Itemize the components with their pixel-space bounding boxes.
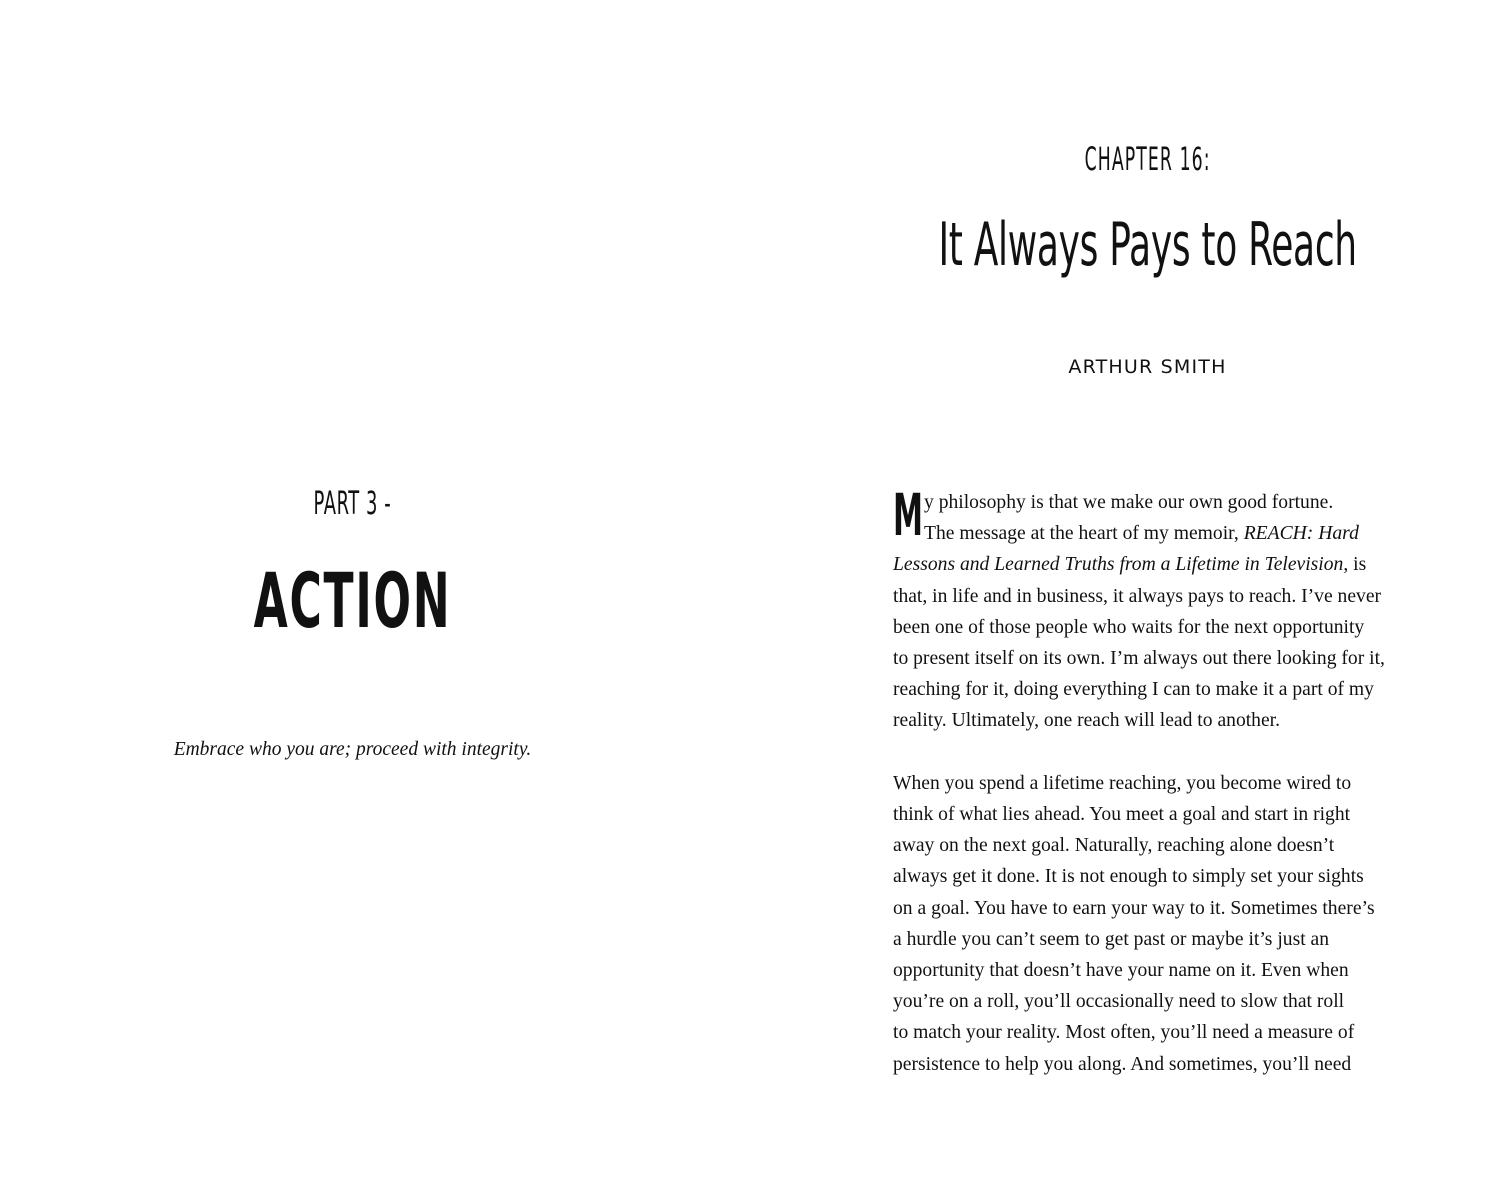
text-line: on a goal. You have to earn your way to it. Sometimes there’s <box>893 897 1375 919</box>
text-line: that, in life and in business, it always pays to reach. I’ve never <box>893 585 1382 607</box>
text-line: think of what lies ahead. You meet a goal and start in right <box>893 804 1351 826</box>
text-line: reality. Ultimately, one reach will lead to another. <box>893 710 1281 732</box>
book-title-italic: Lessons and Learned Truths from a Lifetime in Television <box>893 554 1344 576</box>
text-line: to match your reality. Most often, you’ll need a measure of <box>893 1022 1355 1044</box>
text-line: away on the next goal. Naturally, reaching alone doesn’t <box>893 835 1335 857</box>
text-line: always get it done. It is not enough to simply set your sights <box>893 866 1364 888</box>
text-line: you’re on a roll, you’ll occasionally need to slow that roll <box>893 991 1345 1013</box>
text-line: to present itself on its own. I’m always out there looking for it, <box>893 648 1385 670</box>
book-title-italic: REACH: Hard <box>1243 523 1359 545</box>
chapter-author: ARTHUR SMITH <box>1068 356 1227 378</box>
part-title-text: ACTION <box>253 556 452 645</box>
part-epigraph: Embrace who you are; proceed with integrity. <box>173 739 532 760</box>
chapter-label <box>750 140 1500 178</box>
part-label <box>0 484 705 522</box>
chapter-title-text: It Always Pays to Reach <box>938 210 1357 280</box>
chapter-label-text: CHAPTER 16: <box>1084 140 1211 178</box>
paragraph-1 <box>893 481 1413 737</box>
text-run: , is <box>1343 554 1367 576</box>
text-line <box>893 518 1413 549</box>
right-page <box>750 0 1500 1200</box>
text-line: When you spend a lifetime reaching, you become wired to <box>893 772 1352 794</box>
text-line: opportunity that doesn’t have your name on it. Even when <box>893 960 1349 982</box>
text-line: been one of those people who waits for the next opportunity <box>893 616 1365 638</box>
chapter-body <box>893 481 1413 1080</box>
text-line <box>893 549 1413 580</box>
text-run: The message at the heart of my memoir, <box>924 523 1244 545</box>
part-label-text: PART 3 - <box>313 484 392 522</box>
drop-cap <box>893 481 924 549</box>
chapter-title <box>750 210 1500 280</box>
text-line: persistence to help you along. And sometimes, you’ll need <box>893 1053 1352 1075</box>
text-line: reaching for it, doing everything I can to make it a part of my <box>893 679 1374 701</box>
paragraph-2 <box>893 768 1413 1080</box>
text-line: a hurdle you can’t seem to get past or maybe it’s just an <box>893 928 1330 950</box>
text-line: y philosophy is that we make our own good fortune. <box>924 492 1334 513</box>
drop-cap-letter: M <box>893 481 924 549</box>
part-title <box>0 556 705 645</box>
